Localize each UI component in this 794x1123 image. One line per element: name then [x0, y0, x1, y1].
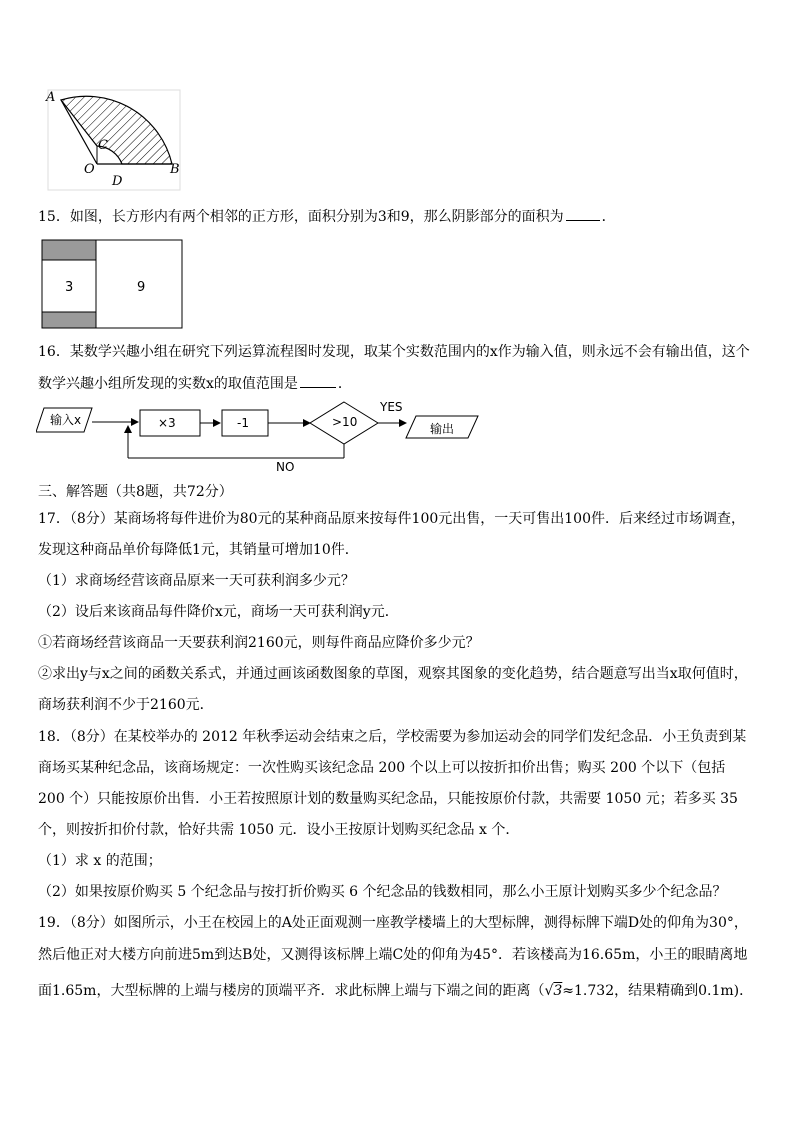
q17-part2: （2）设后来该商品每件降价x元，商场一天可获利润y元． — [38, 604, 399, 620]
q16-line2-a: 数学兴趣小组所发现的实数x的取值范围是 — [38, 376, 298, 392]
flow-condition-label: >10 — [332, 415, 358, 429]
q18-line1: 18．（8分）在某校举办的 2012 年秋季运动会结束之后，学校需要为参加运动会的同学们发纪念品．小王负责到某 — [38, 729, 747, 745]
q17-line1: 17．（8分）某商场将每件进价为80元的某种商品原来按每件100元出售，一天可售出100件．后来经过市场调查， — [38, 511, 745, 527]
q19-line3 — [38, 981, 753, 1001]
q19-line2: 然后他正对大楼方向前进5m到达B处，又测得该标牌上端C处的仰角为45°．若该楼高为16.65m，小王的眼睛离地 — [38, 947, 748, 963]
label-D: D — [112, 174, 123, 189]
q15-text-b: ． — [601, 209, 616, 225]
flow-no-label: NO — [276, 460, 295, 474]
q15-text — [38, 206, 616, 227]
label-A: A — [46, 90, 56, 105]
flow-step1-label: ×3 — [158, 416, 176, 430]
q18-part1: （1）求 x 的范围； — [38, 853, 162, 869]
flow-yes-label: YES — [380, 400, 403, 414]
q17-part1: （1）求商场经营该商品原来一天可获利润多少元？ — [38, 573, 355, 589]
q16-answer-blank[interactable] — [300, 373, 336, 388]
q16-line1: 16．某数学兴趣小组在研究下列运算流程图时发现，取某个实数范围内的x作为输入值，则永远不会有输出值，这个 — [38, 344, 750, 360]
q19-line1: 19．（8分）如图所示，小王在校园上的A处正面观测一座教学楼墙上的大型标牌，测得标牌下端D处的仰角为30°， — [38, 915, 748, 931]
q17-part2b-line2: 商场获利润不少于2160元． — [38, 697, 214, 713]
q18-line2: 商场买某种纪念品，该商场规定：一次性购买该纪念品 200 个以上可以按折扣价出售；购买 200 个以下（包括 — [38, 760, 726, 776]
q18-line3: 200 个）只能按原价出售．小王若按照原计划的数量购买纪念品，只能按原价付款，共需要 1050 元；若多买 35 — [38, 791, 738, 807]
sqrt-symbol: √ — [544, 983, 554, 999]
q16-line2 — [38, 373, 352, 394]
q17-part2b-line1: ②求出y与x之间的函数关系式，并通过画该函数图象的草图，观察其图象的变化趋势，结合题意写出当x取何值时， — [38, 666, 748, 682]
q15-text-a: 15．如图，长方形内有两个相邻的正方形，面积分别为3和9，那么阴影部分的面积为 — [38, 209, 564, 225]
rectangle-squares-diagram — [41, 239, 183, 329]
q19-line3-b: ≈1.732，结果精确到0.1m)． — [562, 983, 754, 999]
sqrt-radicand: 3 — [553, 983, 563, 999]
q16-line2-b: ． — [337, 376, 352, 392]
label-O: O — [84, 162, 95, 177]
q17-part2a: ①若商场经营该商品一天要获利润2160元，则每件商品应降价多少元？ — [38, 635, 480, 651]
flow-input-label: 输入x — [50, 413, 82, 427]
q19-line3-a: 面1.65m，大型标牌的上端与楼房的顶端平齐．求此标牌上端与下端之间的距离（ — [38, 983, 545, 999]
figure-q14 — [44, 86, 184, 192]
figure-q15 — [41, 239, 183, 329]
q18-line4: 个，则按折扣价付款，恰好共需 1050 元．设小王按原计划购买纪念品 x 个． — [38, 822, 520, 838]
q15-answer-blank[interactable] — [566, 206, 600, 221]
small-square-area: 3 — [65, 280, 74, 295]
flow-step2-label: -1 — [237, 416, 249, 430]
q17-line2: 发现这种商品单价每降低1元，其销量可增加10件． — [38, 542, 359, 558]
large-square-area: 9 — [137, 280, 146, 295]
flow-output-label: 输出 — [430, 422, 455, 436]
section3-title: 三、解答题（共8题，共72分） — [38, 484, 233, 500]
flowchart-q16 — [36, 398, 486, 476]
label-C: C — [98, 138, 108, 153]
label-B: B — [170, 162, 180, 177]
q18-part2: （2）如果按原价购买 5 个纪念品与按打折价购买 6 个纪念品的钱数相同，那么小王原计划购买多少个纪念品？ — [38, 884, 727, 900]
flowchart-svg — [36, 398, 486, 476]
